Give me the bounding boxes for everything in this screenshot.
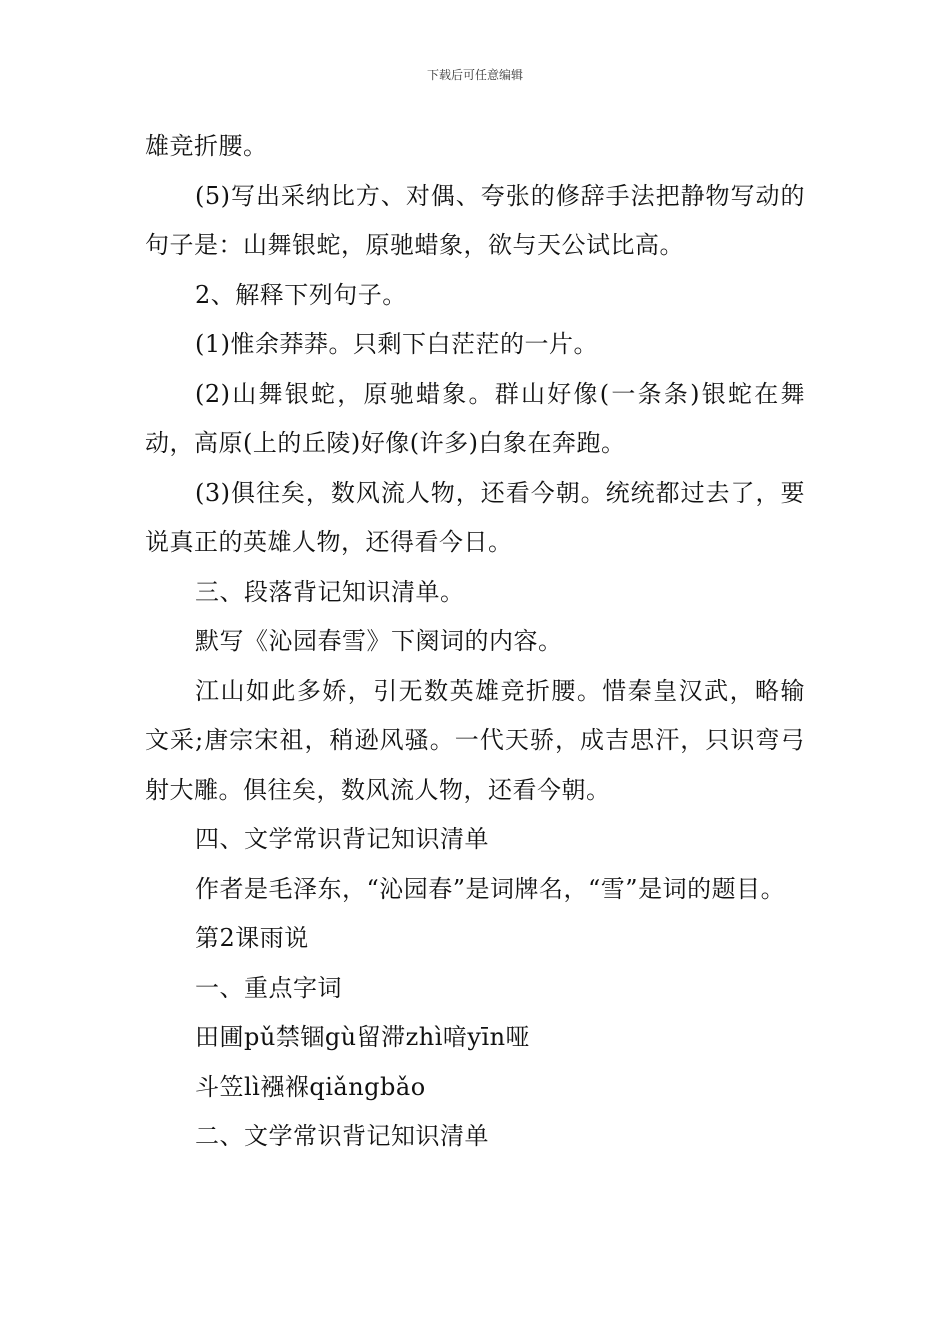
paragraph: 默写《沁园春雪》下阕词的内容。 (195, 627, 563, 655)
paragraph: (5)写出采纳比方、对偶、夸张的修辞手法把静物写动的句子是：山舞银蛇，原驰蜡象，欲与天公试比高。 (145, 181, 805, 259)
document-body (145, 122, 805, 1162)
lesson-title: 第2课雨说 (195, 924, 309, 952)
paragraph: 斗笠lì襁褓qiǎngbǎo (195, 1072, 426, 1101)
paragraph: (1)惟余莽莽。只剩下白茫茫的一片。 (195, 330, 598, 358)
paragraph: (2)山舞银蛇，原驰蜡象。群山好像(一条条)银蛇在舞动，高原(上的丘陵)好像(许多)白象在奔跑。 (145, 379, 805, 457)
paragraph: 2、解释下列句子。 (195, 280, 407, 309)
paragraph: 江山如此多娇，引无数英雄竞折腰。惜秦皇汉武，略输文采;唐宗宋祖，稍逊风骚。一代天骄，成吉思汗，只识弯弓射大雕。俱往矣，数风流人物，还看今朝。 (145, 676, 805, 804)
section-heading: 四、文学常识背记知识清单 (195, 825, 489, 853)
paragraph: (3)俱往矣，数风流人物，还看今朝。统统都过去了，要说真正的英雄人物，还得看今日。 (145, 478, 805, 556)
paragraph: 雄竞折腰。 (145, 132, 268, 160)
section-heading: 一、重点字词 (195, 973, 342, 1002)
section-heading: 三、段落背记知识清单。 (195, 577, 465, 606)
paragraph: 作者是毛泽东，“沁园春”是词牌名，“雪”是词的题目。 (195, 874, 786, 903)
page-header: 下载后可任意编辑 (426, 68, 523, 82)
section-heading: 二、文学常识背记知识清单 (195, 1122, 489, 1150)
paragraph: 田圃pǔ禁锢gù留滞zhì喑yīn哑 (195, 1023, 531, 1051)
